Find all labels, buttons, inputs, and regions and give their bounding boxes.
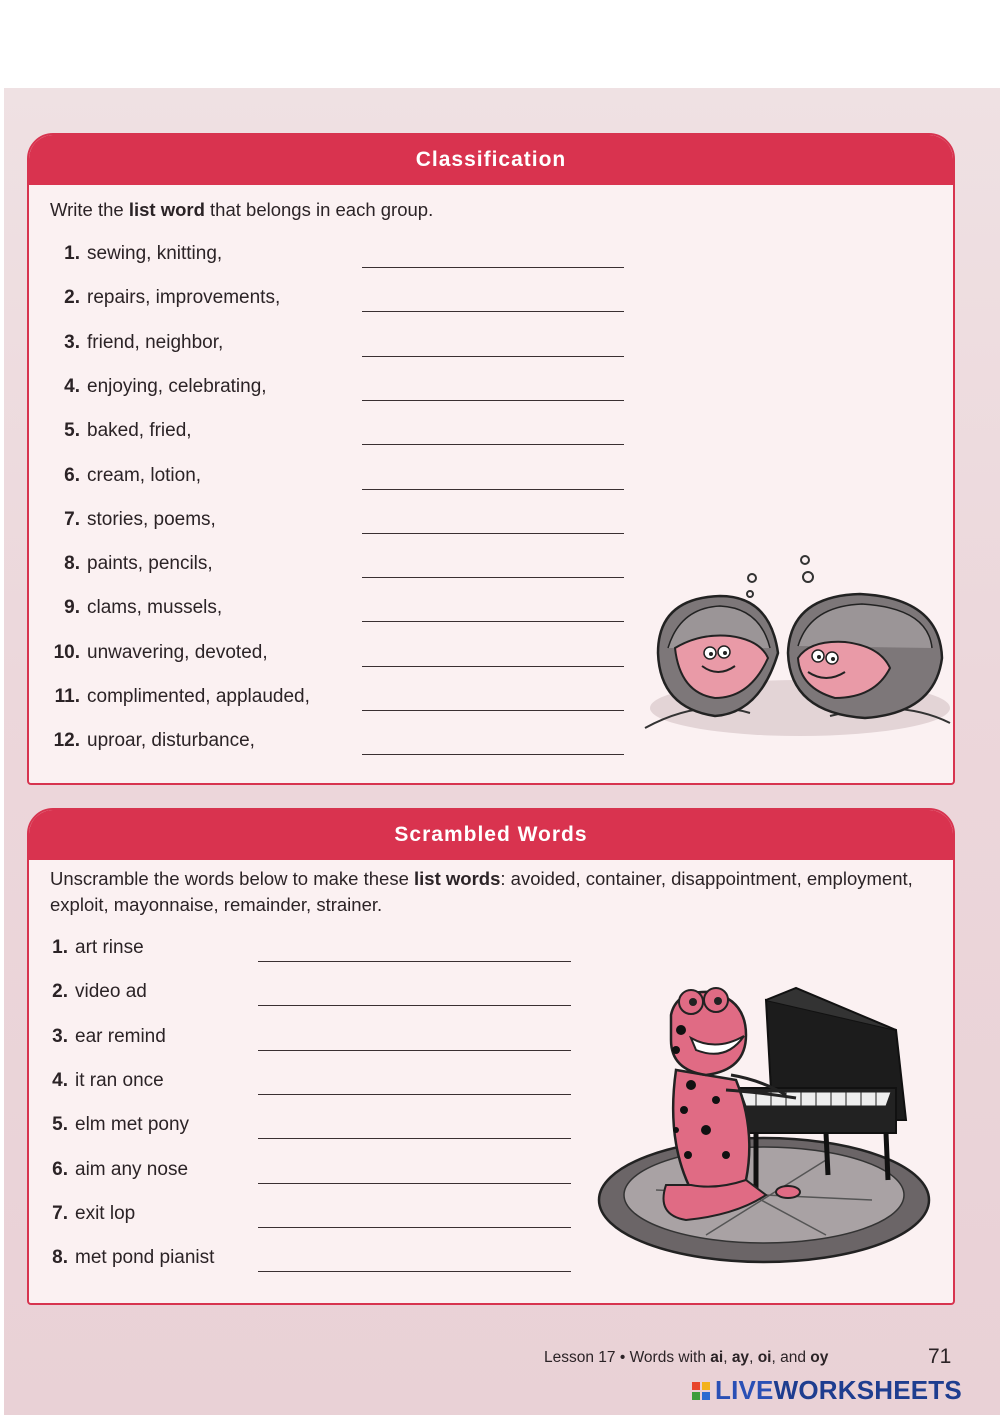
scrambled-header [29,810,953,860]
list-item [48,1114,189,1136]
list-item [50,642,268,664]
answer-field[interactable] [362,511,624,534]
item-number: 1. [52,937,68,958]
item-number: 3. [52,1025,68,1047]
list-item [50,376,267,398]
liveworksheets-brand[interactable] [692,1375,962,1406]
list-item [50,509,216,531]
list-item [48,981,147,1003]
item-text: met pond pianist [75,1247,215,1269]
item-text: stories, poems, [87,508,216,530]
list-item [48,1159,188,1181]
brand-prefix: LIVE [715,1375,774,1405]
item-text: it ran once [75,1069,164,1091]
item-number: 5. [52,1114,68,1136]
list-item [48,1203,135,1225]
item-text: aim any nose [75,1158,189,1180]
list-item [50,420,192,442]
item-text: enjoying, celebrating, [87,375,267,397]
footer-sep: , and [771,1349,811,1366]
footer-sep: , [723,1349,732,1366]
answer-field[interactable] [362,732,624,755]
liveworksheets-logo-icon [692,1382,710,1400]
instr-bold: list word [128,199,205,220]
item-number: 9. [64,597,80,619]
item-text: ear remind [75,1025,166,1047]
classification-instructions [50,197,433,223]
item-number: 6. [52,1158,68,1180]
list-item [50,287,280,309]
list-item [50,332,223,354]
list-item [48,1070,164,1092]
clams-illustration [640,548,958,738]
answer-field[interactable] [258,1072,571,1095]
answer-field[interactable] [362,467,624,490]
item-text: baked, fried, [87,420,192,442]
item-text: uproar, disturbance, [87,730,255,752]
item-text: clams, mussels, [87,597,223,619]
item-text: exit lop [75,1202,136,1224]
list-item [50,686,310,708]
answer-field[interactable] [362,289,624,312]
page-number: 71 [928,1345,952,1368]
answer-field[interactable] [258,983,571,1006]
answer-field[interactable] [362,688,624,711]
answer-field[interactable] [258,1249,571,1272]
footer-ai: ai [710,1349,724,1366]
item-number: 4. [64,375,80,397]
brand-text [715,1375,962,1406]
item-number: 8. [52,1247,68,1269]
item-text: video ad [75,981,147,1003]
footer-lesson: Lesson 17 • Words with [544,1349,711,1366]
item-text: repairs, improvements, [87,287,281,309]
item-number: 10. [53,641,80,663]
item-text: art rinse [75,937,144,958]
answer-field[interactable] [362,378,624,401]
item-number: 8. [64,553,80,575]
scrambled-title: Scrambled Words [394,823,588,846]
list-item [48,937,144,959]
item-number: 5. [64,420,80,442]
footer-oy: oy [810,1349,829,1366]
item-text: friend, neighbor, [87,331,224,353]
item-number: 1. [64,243,80,264]
answer-field[interactable] [258,1161,571,1184]
footer-sep: , [749,1349,758,1366]
answer-field[interactable] [362,644,624,667]
answer-field[interactable] [362,422,624,445]
item-number: 6. [64,464,80,486]
item-number: 7. [52,1202,68,1224]
answer-field[interactable] [362,245,624,268]
list-item [50,553,213,575]
item-text: sewing, knitting, [87,243,223,264]
answer-field[interactable] [258,939,571,962]
instr-text: Write the [50,199,129,220]
answer-field[interactable] [362,334,624,357]
instr-bold: list words [414,868,501,889]
scrambled-instructions [50,866,930,918]
answer-field[interactable] [258,1028,571,1051]
list-item [50,243,222,265]
list-item [50,465,201,487]
item-number: 4. [52,1069,68,1091]
item-text: elm met pony [75,1114,190,1136]
footer-oi: oi [757,1349,772,1366]
item-number: 2. [64,287,80,309]
item-text: paints, pencils, [87,553,213,575]
item-text: cream, lotion, [87,464,202,486]
item-text: complimented, applauded, [87,686,310,707]
instr-text: that belongs in each group. [204,199,434,220]
answer-field[interactable] [258,1205,571,1228]
frog-piano-illustration [596,980,932,1270]
item-number: 12. [53,730,80,752]
answer-field[interactable] [258,1116,571,1139]
list-item [48,1026,166,1048]
list-item [50,730,255,752]
instr-text: : avoided, container, disappointment, employment, exploit, mayonnaise, remainder, strainer. [50,868,913,915]
item-text: unwavering, devoted, [87,641,268,663]
classification-header [29,135,953,185]
brand-suffix: WORKSHEETS [773,1375,962,1405]
list-item [48,1247,214,1269]
classification-title: Classification [415,148,567,171]
lesson-footer [544,1349,828,1367]
item-number: 11. [54,686,80,707]
item-number: 3. [64,331,80,353]
list-item [50,597,222,619]
answer-field[interactable] [362,599,624,622]
instr-text: Unscramble the words below to make these [50,868,415,889]
footer-ay: ay [731,1349,750,1366]
answer-field[interactable] [362,555,624,578]
item-number: 2. [52,981,68,1003]
item-number: 7. [64,508,80,530]
